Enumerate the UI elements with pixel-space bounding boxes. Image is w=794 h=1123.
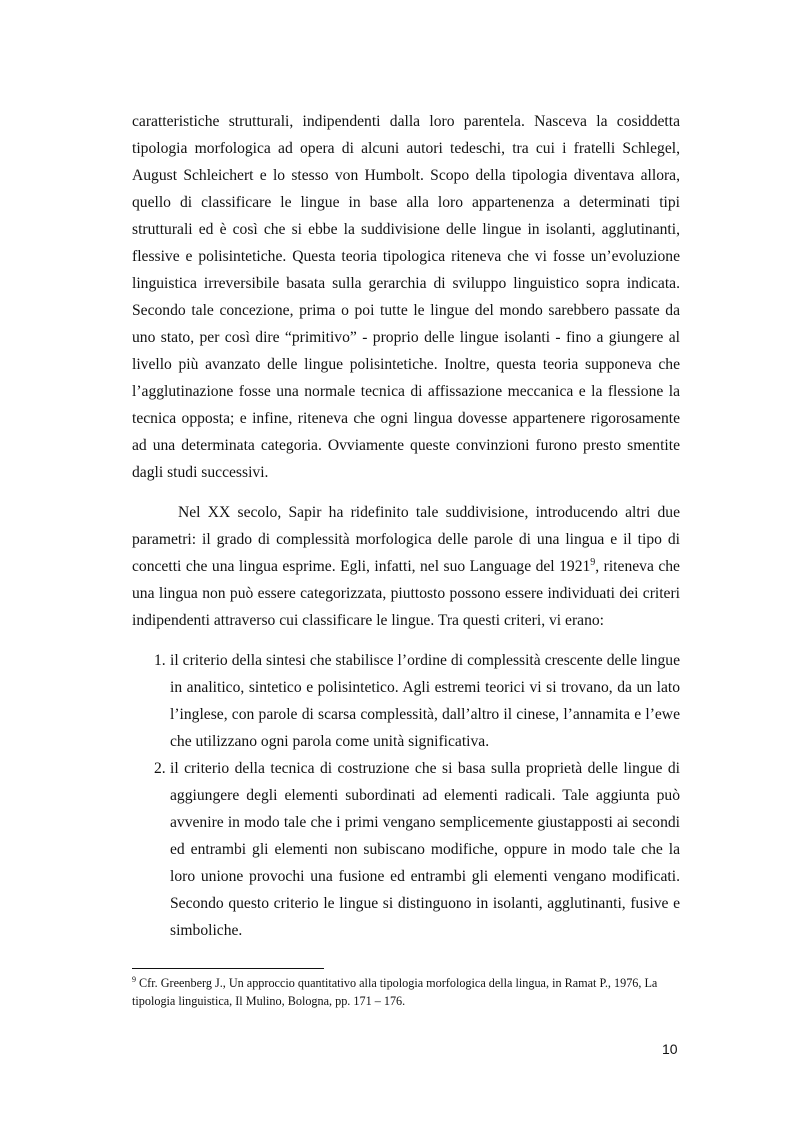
paragraph-1: caratteristiche strutturali, indipendenti dalla loro parentela. Nasceva la cosiddetta tipologia morfologica ad opera di alcuni autori tedeschi, tra cui i fratelli Schlegel, August Schleichert e lo stesso von Humbolt. Scopo della tipologia diventava allora, quello di classificare le lingue in base alla loro appartenenza a determinati tipi strutturali ed è così che si ebbe la suddivisione delle lingue in isolanti, agglutinanti, flessive e polisintetiche. Questa teoria tipologica riteneva che vi fosse un’evoluzione linguistica irreversibile basata sulla gerarchia di sviluppo linguistico sopra indicata. Secondo tale concezione, prima o poi tutte le lingue del mondo sarebbero passate da uno stato, per così dire “primitivo” - proprio delle lingue isolanti - fino a giungere al livello più avanzato delle lingue polisintetiche. Inoltre, questa teoria supponeva che l’agglutinazione fosse una normale tecnica di affissazione meccanica e la flessione la tecnica opposta; e infine, riteneva che ogni lingua dovesse appartenere rigorosamente ad una determinata categoria. Ovviamente queste convinzioni furono presto smentite dagli studi successivi. bbox=[132, 113, 680, 481]
paragraph-2 bbox=[132, 499, 680, 634]
list-item-text: il criterio della tecnica di costruzione che si basa sulla proprietà delle lingue di aggiungere degli elementi subordinati ad elementi radicali. Tale aggiunta può avvenire in modo tale che i primi vengano semplicemente giustapposti ai secondi ed entrambi gli elementi non subiscano modifiche, oppure in modo tale che la loro unione provochi una fusione ed entrambi gli elementi vengano modificati. Secondo questo criterio le lingue si distinguono in isolanti, agglutinanti, fusive e simboliche. bbox=[170, 760, 680, 939]
list-item bbox=[132, 755, 680, 944]
footnote bbox=[132, 974, 680, 1010]
page-body bbox=[132, 108, 680, 944]
footnote-reference[interactable]: 9 bbox=[590, 556, 596, 568]
list-item-text: il criterio della sintesi che stabilisce l’ordine di complessità crescente delle lingue in analitico, sintetico e polisintetico. Agli estremi teorici vi si trovano, da un lato l’inglese, con parole di scarsa complessità, dall’altro il cinese, l’annamita e l’ewe che utilizzano ogni parola come unità significativa. bbox=[170, 652, 680, 750]
paragraph-2-text-start: Nel XX secolo, Sapir ha ridefinito tale suddivisione, introducendo altri due parametri: il grado di complessità morfologica delle parole di una lingua e il tipo di concetti che una lingua esprime. Egli, infatti, nel suo Language del 1921 bbox=[132, 504, 680, 575]
footnote-separator bbox=[132, 968, 324, 969]
list-item-number: 2. bbox=[154, 760, 166, 777]
footnote-marker: 9 bbox=[132, 974, 136, 984]
criteria-list bbox=[132, 647, 680, 944]
page-number: 10 bbox=[662, 1041, 678, 1057]
list-item bbox=[132, 647, 680, 755]
list-item-number: 1. bbox=[154, 652, 166, 669]
paragraph-2-text-end: , riteneva che una lingua non può essere categorizzata, piuttosto possono essere individuati dei criteri indipendenti attraverso cui classificare le lingue. Tra questi criteri, vi erano: bbox=[132, 558, 680, 629]
footnote-text: Cfr. Greenberg J., Un approccio quantitativo alla tipologia morfologica della lingua, in Ramat P., 1976, La tipologia linguistica, Il Mulino, Bologna, pp. 171 – 176. bbox=[132, 976, 658, 1008]
